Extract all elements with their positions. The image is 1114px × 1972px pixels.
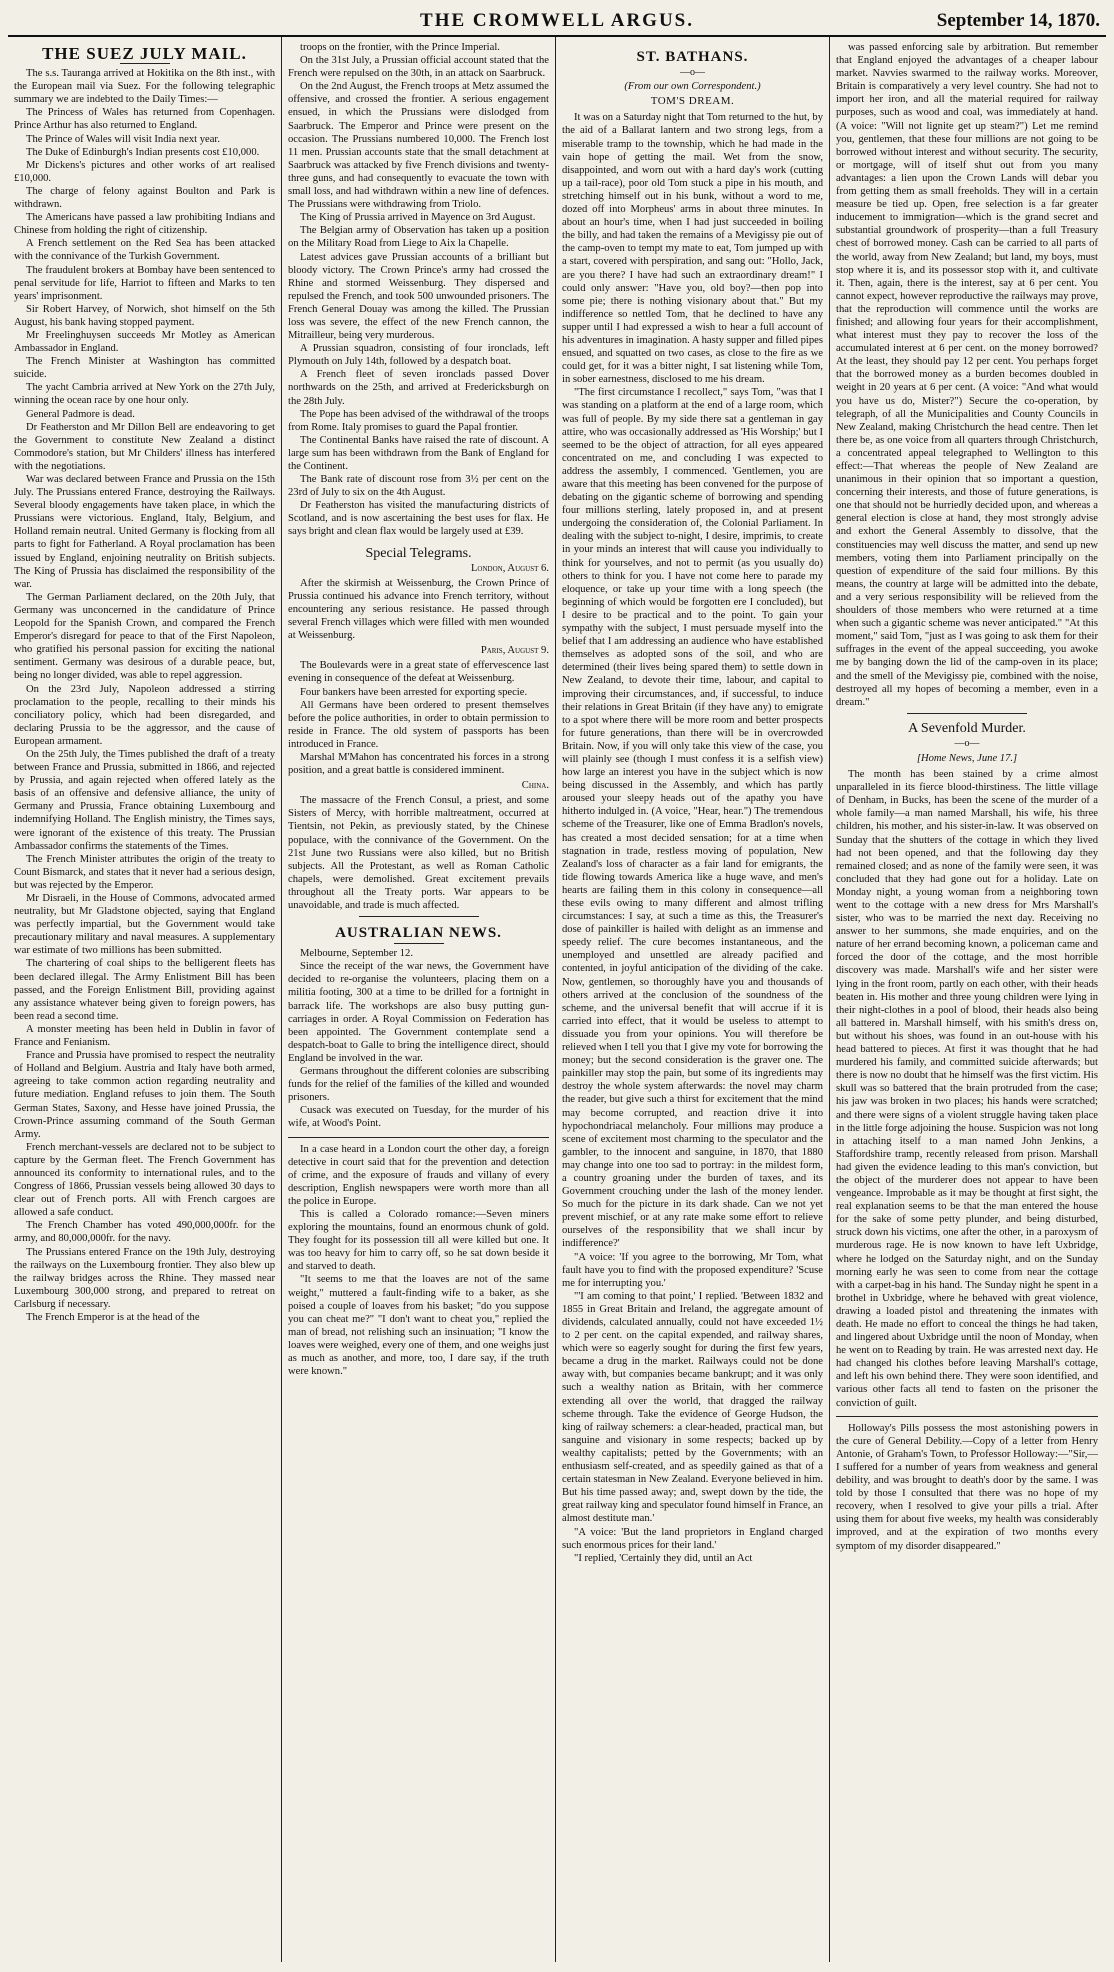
paragraph: was passed enforcing sale by arbitration. But remember that England enjoyed the advantages of a cheaper labour market. Navvies swarmed to the railway works. Moreover, Britain is comparatively a very level country. She had not to import her iron, and all the material required for railway purposes, such as wood and coal, was immediately at hand. (A voice: "Will not lignite get up steam?") Let me remind you, gentlemen, that these four millions are not going to be borrowed without interest and without security. The security, or mortgage, will of itself shut out from you many advantages: a lien upon the Crown Lands will debar you from getting them as small freeholds. They will in a certain measure be tied up. Open, free selection is a far greater inducement to immigration—which is the grand secret and substantial groundwork of prosperity—than a full Treasury chest of borrowed money. Cash can be carried to all parts of the world, away from New Zealand; but land, my boys, must stop where it is, and its possessor stop with it, and cultivate it. Then, again, there is the interest, say at 6 per cent. You cannot expect, however reproductive the railways may prove, that the reproduction will commence until the works are finished; and allowing four years for their accomplishment, what interest must they pay to recover the loss of the accumulated interest at 6 per cent. on the money borrowed? At the least, they should pay 12 per cent. You perhaps forget that the borrowed money as a burden becomes doubled in weight in 20 years at 6 per cent. (A voice: "And what would you have us do, Mister?") Secure the co-operation, by telegraph, of all the Municipalities and County Councils in New Zealand, making Christchurch the head centre. Then let there be, as one voice from all quarters through Christchurch, a concentrated appeal telegraphed to Wellington to this effect:—That whereas the people of New Zealand are unanimous in their opinion that so important a question, concerning their interests, and those of future generations, is one that should not be hurriedly decided upon, and whereas a general election is close at hand, they most strongly advise and exhort the General Assembly to dissolve, that the constituencies may well discuss the matter, and send up new members, voting them into Parliament principally on the question of expenditure of the said four millions. By this means, the country at large will be admitted into the debate, and a very serious responsibility will be relieved from the shoulders of those members who were returned at a time when such a gigantic scheme was never anticipated." "At this moment," said Tom, "just as I was going to ask them for their suffrages in the event of the appeal succeeding, you awoke me by banging down the lid of the camp-oven in its place; and the smell of the Mevigissy pie, combined with the noise, destroyed all my hopes of becoming a member, even in a dream." <box>836 42 1098 708</box>
murder-source-line: [Home News, June 17.] <box>916 752 1018 764</box>
war-news-body <box>288 41 549 539</box>
paragraph: Latest advices gave Prussian accounts of a brilliant but bloody victory. The Crown Prince's army had crossed the Rhine and stormed Weissenburg. They dispersed and repulsed the French, and took 500 unwounded prisoners. The French General Douay was among the killed. The Prussian loss was severe, the effect of the new French cannon, the Mitrailleur, being very murderous. <box>288 251 549 342</box>
paragraph: A French settlement on the Red Sea has been attacked with the connivance of the Turkish Government. <box>14 238 275 263</box>
divider <box>394 943 444 944</box>
paragraph: War was declared between France and Prussia on the 15th July. The Prussians entered France, destroying the Railways. Several bloody engagements have taken place, in which the Prussians were victorious. England, Italy, Belgium, and Holland remain neutral. United Germany is flocking from all parts to fight for Fatherland. A Royal proclamation has been issued by England, enjoining neutrality on British subjects. The King of Prussia has disclaimed the responsibility of the war. <box>14 474 275 590</box>
paragraph: Sir Robert Harvey, of Norwich, shot himself on the 5th August, his bank having stopped payment. <box>14 303 275 328</box>
paragraph: The French Minister at Washington has committed suicide. <box>14 356 275 381</box>
paragraph: On the 31st July, a Prussian official account stated that the French were repulsed on the 30th, in an attack on Saarbruck. <box>288 55 549 80</box>
divider <box>120 63 170 64</box>
special-telegrams-heading: Special Telegrams. <box>365 545 472 561</box>
divider <box>836 1416 1098 1417</box>
paragraph: This is called a Colorado romance:—Seven miners exploring the mountains, found an enormous chunk of gold. They fought for its possession till all were killed but one. It was too heavy for him to carry off, so he sat down beside it and starved to death. <box>288 1208 549 1273</box>
paragraph: French merchant-vessels are declared not to be subject to capture by the German fleet. The French Government has announced its conformity to international rules, and to the Congress of 1866, Prussian vessels being allowed 30 days to clear out of French ports. All with French cargoes are allowed a safe conduct. <box>14 1141 275 1219</box>
divider <box>359 916 479 917</box>
paragraph: Mr Dickens's pictures and other works of art realised £10,000. <box>14 159 275 184</box>
paragraph: The chartering of coal ships to the belligerent fleets has been declared illegal. The Army Enlistment Bill has been passed, and the Foreign Enlistment Bill, providing against any assistance whatever being given to foreign powers, has been read a second time. <box>14 958 275 1022</box>
paragraph: A French fleet of seven ironclads passed Dover northwards on the 25th, and arrived at Fredericksburgh on the 28th July. <box>288 369 549 407</box>
paragraph: The massacre of the French Consul, a priest, and some Sisters of Mercy, with horrible maltreatment, occurred at Tientsin, not Pekin, as previously stated, by the Chinese populace, with the connivance of the Government. On the 21st June two Russians were also killed, but no British subjects. All the Protestant, as well as Roman Catholic chapels, were demolished. Great excitement prevails throughout all the Treaty ports. War appears to be unavoidable, and trade is much affected. <box>288 795 549 911</box>
paragraph: A Prussian squadron, consisting of four ironclads, left Plymouth on July 14th, followed by a despatch boat. <box>288 343 549 368</box>
sevenfold-murder-body <box>836 768 1098 1410</box>
paragraph: The Prince of Wales will visit India next year. <box>26 133 221 145</box>
paragraph: On the 23rd July, Napoleon addressed a stirring proclamation to the people, recalling to their minds his conciliatory policy, which had been disregarded, and declaring Prussia to be the aggressor, and the cause of European armament. <box>14 683 275 747</box>
paragraph: The Boulevards were in a great state of effervescence last evening in consequence of the defeat at Weissenburg. <box>288 660 549 685</box>
paragraph: Mr Disraeli, in the House of Commons, advocated armed neutrality, but Mr Gladstone objected, saying that England was perfectly impartial, but the Government would take precautionary military and naval measures. A supplementary war estimate of two millions has been submitted. <box>14 893 275 957</box>
paragraph: Since the receipt of the war news, the Government have decided to re-organise the volunteers, placing them on a militia footing, 300 at a time to be drilled for a fortnight in barrack life. The workshops are also busy putting gun-carriages in order. A Royal Commission on Federation has been appointed. The Government contemplate send a despatch-boat to Galle to bring the intelligence direct, should England be involved in the war. <box>288 961 549 1064</box>
paragraph: The Bank rate of discount rose from 3½ per cent on the 23rd of July to six on the 4th August. <box>288 474 549 499</box>
correspondent-line: (From our own Correspondent.) <box>624 81 761 93</box>
london-telegrams <box>288 577 549 642</box>
paragraph: The s.s. Tauranga arrived at Hokitika on the 8th inst., with the European mail via Suez. For the following telegraphic summary we are indebted to the Daily Times:— <box>14 68 275 106</box>
paragraph: The yacht Cambria arrived at New York on the 27th July, winning the ocean race by one hour only. <box>14 382 275 407</box>
suez-mail-heading: THE SUEZ JULY MAIL. <box>42 44 247 63</box>
paragraph: "A voice: 'But the land proprietors in England charged such enormous prices for their land.' <box>562 1526 823 1551</box>
london-dateline: London, August 6. <box>470 562 549 574</box>
paragraph: "I replied, 'Certainly they did, until an Act <box>574 1552 753 1564</box>
paragraph: "'I am coming to that point,' I replied. 'Between 1832 and 1855 in Great Britain and Ireland, the aggregate amount of dividends, calculated annually, could not have exceeded 1½ to 2 per cent. on the capital expended, and railway shares, which were so eagerly sought for during the first few years, became a drug in the market. Railways could not be done away with, but companies became bankrupt; and it was only such a wealthy nation as Britain, with her commerce extending all over the world, that dragged the railway scheme through. Take the evidence of George Hudson, the king of railway schemers: a clear-headed, practical man, but sanguine and visionary in some respects; backed up by wealthy capitalists; petted by the Governments; with an enthusiasm self-created, and as speedily gained as that of a certain statesman in New Zealand. Everyone believed in him. But his time passed away; and, swept down by the tide, the great railway king and speculator found himself in France, an almost destitute man.' <box>562 1290 823 1525</box>
issue-date: September 14, 1870. <box>936 10 1100 31</box>
masthead <box>8 6 1106 37</box>
paragraph: All Germans have been ordered to present themselves before the police authorities, in order to obtain permission to reside in France. The old system of passports has been introduced in France. <box>288 699 549 750</box>
toms-dream-body <box>562 111 823 1564</box>
paragraph: The Continental Banks have raised the rate of discount. A large sum has been withdrawn from the Bank of England for the Continent. <box>288 434 549 472</box>
paragraph: A monster meeting has been held in Dublin in favor of France and Fenianism. <box>14 1023 275 1049</box>
paragraph: The Pope has been advised of the withdrawal of the troops from Rome. Italy promises to guard the Papal frontier. <box>288 408 549 433</box>
toms-dream-heading: TOM'S DREAM. <box>650 95 735 108</box>
ornament-icon: —o— <box>954 737 980 749</box>
paragraph: Dr Featherston and Mr Dillon Bell are endeavoring to get the Government to constitute New Zealand a distinct Commodore's station, but Mr Childers' illness has interfered with the negotiations. <box>14 421 275 472</box>
column-2 <box>282 37 556 1962</box>
columns <box>8 37 1106 1962</box>
st-bathans-heading: ST. BATHANS. <box>636 49 749 65</box>
paragraph: Dr Featherston has visited the manufacturing districts of Scotland, and is now ascertaining the best uses for flax. He says bright and clean flax would be largely used at £39. <box>288 500 549 538</box>
paris-dateline: Paris, August 9. <box>480 645 549 657</box>
paris-telegrams <box>288 659 549 777</box>
paragraph: The Prussians entered France on the 19th July, destroying the railways on the Luxembourg frontier. They also blew up the railway bridges across the Rhine. They massed near Luxembourg 300,000 strong, and prepared to retreat on Carlsburg if necessary. <box>14 1246 275 1310</box>
paragraph: The Princess of Wales has returned from Copenhagen. Prince Arthur has also returned to England. <box>14 107 275 132</box>
column-1 <box>8 37 282 1962</box>
australian-news-heading: AUSTRALIAN NEWS. <box>335 925 502 942</box>
paragraph: The charge of felony against Boulton and Park is withdrawn. <box>14 185 275 211</box>
paragraph: The month has been stained by a crime almost unparalleled in its fierce blood-thirstiness. The little village of Denham, in Bucks, has been the scene of the murder of a whole family—a man named Marshall, his wife, his three children, his mother, and his sister-in-law. It was observed on Sunday that the shutters of the cottage in which they lived had not been opened, and that the following day they remained closed; and as none of the family were seen, it was concluded that they had gone out for a holiday. Late on Monday night, a young woman from a neighboring town went to the cottage with a new dress for Mrs Marshall's sister, who was to be married the next day. Receiving no answer to her summons, she made enquiries, and on the nature of her errand becoming known, a policeman came and forced the door of the cottage, and the most horrible discovery was made. Marshall's wife and her sister were lying in the front room, partly on each other, with their heads beaten in. His mother and three young children were lying in their night-clothes in a pool of blood, their heads also being all battered in. Marshall himself, with his smith's dress on, but without his shoes, was found in an out-house with his head battered to pieces. At first it was thought that he had murdered his family, and committed suicide afterwards; but there is now no doubt that he himself was the first victim. His skull was so battered that the brain protruded from the case; his jaw was broken in two places; his hands were scratched; and there were signs of a violent struggle having taken place in the little forge adjoining the house. Suspicion was not long in attaching itself to a man named John Jenkins, a Staffordshire tramp, recently released from prison. Marshall had given the evidence leading to this man's conviction, but the object of the murderer does not appear to have been vengeance. Improbable as it may be thought at first sight, the real explanation seems to be that the man entered the house for the sake of some petty plunder, and being disturbed, struck down his victims, one after the other, in a paroxysm of murderous rage. He is now known to have left Uxbridge, where he lodged on the Saturday night, and on the Sunday morning early he was seen to come from near the cottage with a carpet-bag in his hand. The Sunday night he spent in a brothel in Uxbridge, where he behaved with great violence, drawing a loaded pistol and threatening the inmates with death. He made no effort to conceal the things he had taken, and lingered about Uxbridge until the noon of Monday, when he went on to Reading by train. He was arrested next day. He had changed his clothes before leaving Marshall's cottage, and left his own behind there. They were soon identified, and various other facts all tend to fasten on the prisoner the conviction of guilt. <box>836 769 1098 1409</box>
paragraph: The King of Prussia arrived in Mayence on 3rd August. <box>300 212 536 224</box>
paragraph: The Americans have passed a law prohibiting Indians and Chinese from holding the right of citizenship. <box>14 212 275 237</box>
paragraph: troops on the frontier, with the Prince Imperial. <box>300 42 500 53</box>
paragraph: The Belgian army of Observation has taken up a position on the Military Road from Liege to Aix la Chapelle. <box>288 225 549 250</box>
paragraph: After the skirmish at Weissenburg, the Crown Prince of Prussia continued his advance into French territory, without encountering any serious resistance. He passed through several French villages which were filled with men wounded at Weissenburg. <box>288 577 549 642</box>
paragraph: On the 25th July, the Times published the draft of a treaty between France and Prussia, submitted in 1866, and rejected by Prussia, and again rejected when offered lately as the basis of an offensive and defensive alliance, the unity of Germany and Prussia, France obtaining Luxembourg and indemnifying Holland. The English ministry, the Times says, were ignorant of the existence of this treaty. The Prussian Ambassador confirms the statements of the Times. <box>14 748 275 852</box>
paragraph: The fraudulent brokers at Bombay have been sentenced to penal servitude for life, Harriot to fifteen and Marks to ten years' imprisonment. <box>14 264 275 302</box>
divider <box>288 1137 549 1138</box>
column-4 <box>830 37 1104 1962</box>
paragraph: "The first circumstance I recollect," says Tom, "was that I was standing on a platform at the end of a large room, which was full of people. By my side there sat a gentleman in gay attire, who was occasionally addressed as 'His Worship;' but I seemed to be the object of attraction, for all eyes appeared concentrated on me, and concluding I was expected to address the assembly, I commenced. 'Gentlemen, you are aware that this meeting has been convened for the purpose of debating on the gigantic scheme of borrowing and spending four millions sterling, lately proposed in, and at present undergoing the consideration of, the Colonial Parliament. In dealing with the subject to-night, I desire, imprimis, to create in your minds an interest that will cause you individually to think for yourselves, and not to permit (as you usually do) others to think for you. I have not come here to parade my eloquence, or take up your time with a long speech (the beginning of which would be forgotten ere I concluded), but I desire to be practical and to the point. To gain your sympathy with the subject, I must persuade myself into the belief that I am addressing an audience who have established themselves as adopted sons of the soil, and who are determined (their lives being spared them) to settle down in New Zealand, to devote their time, labour, and capital to improving their circumstances, and, if successful, to induce their relations in Great Britain (if they have any) to emigrate to a spot where there will be more room and better prospects for future generations, than there will be in overcrowded Britain. Now, if you will only take this view of the case, you will plainly see (though I must confess it is a selfish view) how large an interest you have in the subject which is now being discussed in the Assembly, and which has partly aroused your sleepy heads out of the apathy you have hitherto indulged in. (A voice, "Hear, hear.") The tremendous scheme of the Treasurer, like one of Emma Bradlon's novels, has created a most decided sensation; for at a time when stagnation in trade, restless moving of population, New Zealand's loss of character as a fair land for emigrants, the tide flowing towards America like a huge wave, and men's hearts are failing them in this colony in consequence—all these evils owing to many different and almost trifling circumstances: I say, at such a time as this, the Treasurer's dose of painkiller is hailed with delight as an immense and speedy relief. The cure becomes instantaneous, and the unemployed and unsettled are already pacified and contented, in joyful anticipation of the dividing of the cake. Now, gentlemen, so thoroughly have you and thousands of others arrived at the conclusion of the soundness of the scheme, and the universal benefit that will accrue if it is carried into effect, that it would be useless to attempt to dissuade you from your opinions. You will therefore be relieved when I tell you that I give my vote for borrowing the money; but the second consideration is the graver one. The painkiller may stop the pain, but some of its ingredients may destroy the whole system afterwards: the novel may charm the reader, but give such a thirst for excitement that the mind may become corrupted, and reaction drive it into hypochondriacal melancholy. Four millions may produce a scene of excitement most charming to the speculator and the gambler, to the innocent and sanguine, in 1870, that 1880 may change into one too sad to portray: in the mildest form, a country groaning under the burden of taxes, and its Government crouching under the lash of the money lender. So much for the picture in its dark shade. Can we not yet prevent mischief, or at any rate make some effort to relieve ourselves of the responsibility that we shall incur by indifference?' <box>562 387 823 1250</box>
sevenfold-murder-heading: A Sevenfold Murder. <box>908 720 1026 736</box>
paragraph: The Duke of Edinburgh's Indian presents cost £10,000. <box>26 146 260 158</box>
paragraph: Cusack was executed on Tuesday, for the murder of his wife, at Wood's Point. <box>288 1105 549 1130</box>
paragraph: In a case heard in a London court the other day, a foreign detective in court said that for the prevention and detection of crime, and the exposure of frauds and villany of every description, English newspapers were worth more than all the police in Europe. <box>288 1143 549 1207</box>
paragraph: Marshal M'Mahon has concentrated his forces in a strong position, and a great battle is considered imminent. <box>288 751 549 777</box>
holloway-advertisement: Holloway's Pills possess the most astonishing powers in the cure of General Debility.—Copy of a letter from Henry Antonie, of Graham's Town, to Professor Holloway:—"Sir,—I suffered for a number of years from weakness and general debility, and was brought to death's door by the same. I was told by those I consulted that there was no hope of my recovery, when I resolved to give your pills a trial. After using them for about five weeks, my health was considerably improved, and at the expiration of two months every symptom of my disorder disappeared." <box>836 1422 1098 1552</box>
paragraph: The French Emperor is at the head of the <box>26 1312 200 1323</box>
paragraph: It was on a Saturday night that Tom returned to the hut, by the aid of a Ballarat lantern and two strong legs, from a miserable tramp to the township, which he had made in the vain hope of getting the mail. Wet from the snow, disappointed, and worn out with a hard day's work (cutting up a tail-race), poor old Tom stuck a pipe in his mouth, and stretching himself out in his bunk, without a word to me, dozed off into Morpheus' arms in about three minutes. In about an hour's time, when I had just succeeded in boiling the billy, and had taken the remains of a Mevigissy pie out of the camp-oven to tempt my mate to eat, Tom jumped up with a start, covered with perspiration, and sang out: "Hollo, Jack, are you there? I have had such an extraordinary dream!" I could only answer: "Have you, old boy?—then pop into some pie; there is nothing visionary about that." But my indifference so nettled Tom, that he declined to have any supper until I had expressed a wish to hear a full account of his adventures in imagination. A hasty supper and filled pipes ensued, and squatted on two cases, as close to the fire as we could get, for it was a bitter night, I sat listening while Tom, in sober earnestness, disclosed to me his dream. <box>562 112 823 386</box>
suez-mail-body <box>14 67 275 1324</box>
paragraph: Four bankers have been arrested for exporting specie. <box>300 686 528 698</box>
paragraph: General Padmore is dead. <box>26 408 135 420</box>
china-dateline: China. <box>521 780 549 792</box>
paragraph: Germans throughout the different colonies are subscribing funds for the relief of the families of the killed and wounded prisoners. <box>288 1066 549 1104</box>
divider <box>907 713 1027 714</box>
paragraph: The French Chamber has voted 490,000,000fr. for the army, and 80,000,000fr. for the navy. <box>14 1220 275 1245</box>
paragraph: On the 2nd August, the French troops at Metz assumed the offensive, and crossed the frontier. A serious engagement ensued, in which the Prussians were dislodged from Saarbruck. The Emperor and Prince were present on the occasion. The Prussians numbered 10,000. The French lost 11 men. Prussian accounts state that the small detachment at Saarbruck was attacked by five French divisions and twenty-three guns, and had consequently to evacuate the town with small loss, and had withdrawn within a new line of defences. The Prussians were withdrawing from Triolo. <box>288 81 549 211</box>
paragraph: Mr Freelinghuysen succeeds Mr Motley as American Ambassador in England. <box>14 329 275 355</box>
paragraph: The German Parliament declared, on the 20th July, that Germany was unconcerned in the candidature of Prince Leopold for the Spanish Crown, and compared the French Emperor's disregard for peace to that of the First Napoleon, who gratified his personal passion for exciting the national sentiment. Germany was desirous of a durable peace, but, being no longer divided, was able to repel aggression. <box>14 591 275 682</box>
paragraph: "A voice: 'If you agree to the borrowing, Mr Tom, what fault have you to find with the proposed expenditure? 'Scuse me for interrupting you.' <box>562 1251 823 1289</box>
miscellany-body <box>288 1143 549 1379</box>
paragraph: France and Prussia have promised to respect the neutrality of Holland and Belgium. Austria and Italy have both armed, agreeing to take common action regarding neutrality and future mediation. England refuses to join them. The South German States, Saxony, and Hesse have joined Prussia, the Crown-Prince assuming command of the South German Army. <box>14 1050 275 1140</box>
paragraph: "It seems to me that the loaves are not of the same weight," muttered a fault-finding wife to a baker, as she poised a couple of loaves from his basket; "do you suppose you can cheat me?" "I don't want to cheat you," replied the man of bread, not relishing such an insinuation; "I know the loaves were weighed, every one of them, and one weighs just as much as another, and more, too, I dare say, if the truth were known." <box>288 1274 549 1378</box>
column-3 <box>556 37 830 1962</box>
paragraph: Melbourne, September 12. <box>300 948 413 960</box>
paragraph: The French Minister attributes the origin of the treaty to Count Bismarck, and states that it never had a serious design, but was rejected by the Emperor. <box>14 853 275 891</box>
australian-news-body <box>288 947 549 1130</box>
ornament-icon: —o— <box>680 67 705 79</box>
toms-dream-continued <box>836 41 1098 709</box>
newspaper-title: THE CROMWELL ARGUS. <box>420 10 694 31</box>
china-telegrams <box>288 794 549 912</box>
